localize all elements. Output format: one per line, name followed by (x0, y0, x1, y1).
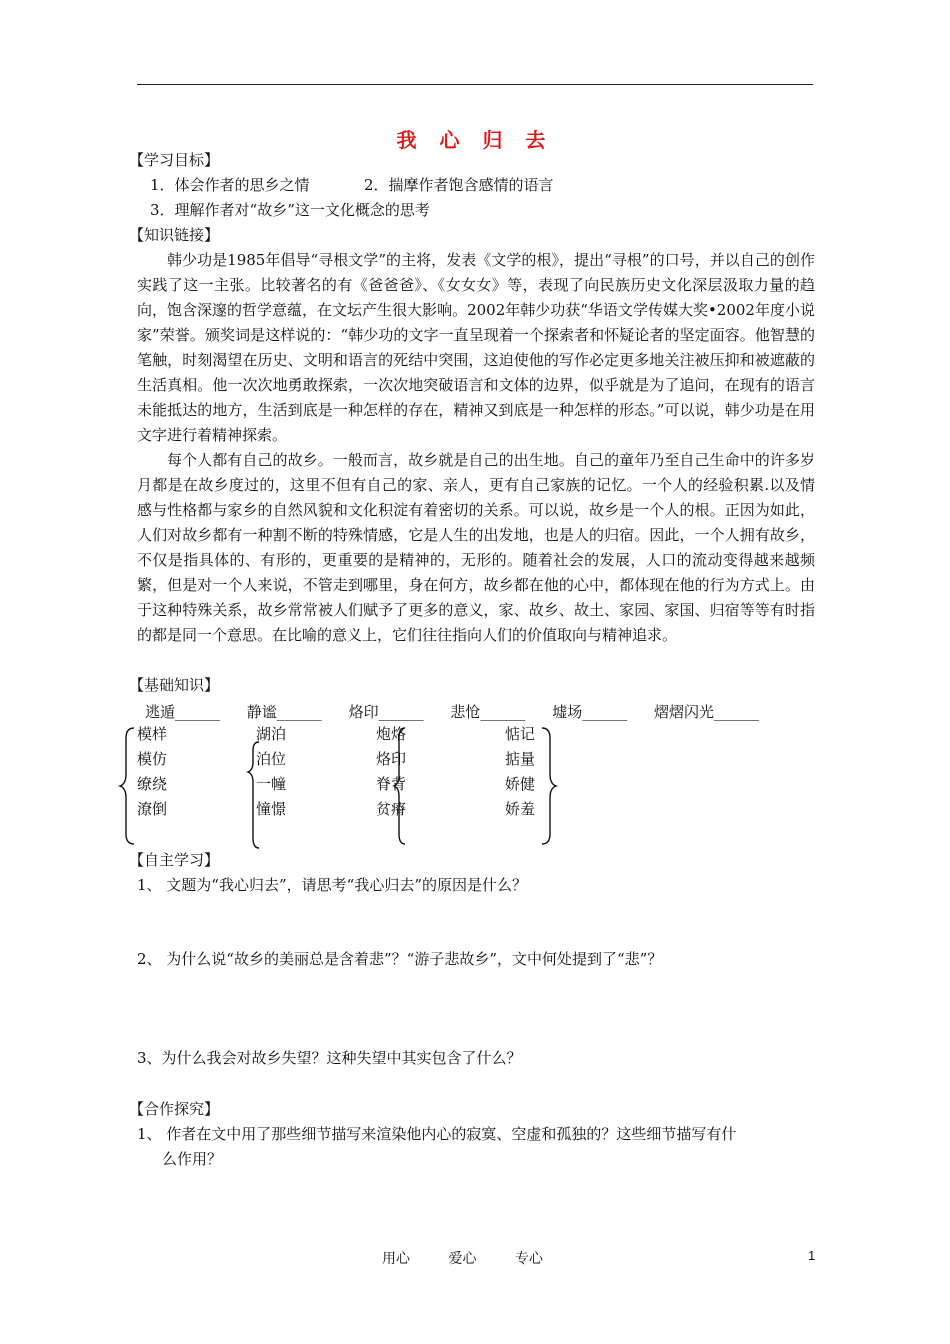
word: 模样 (137, 725, 168, 743)
header-rule (137, 84, 813, 85)
footer-motto: 专心 (514, 1251, 543, 1267)
self-study-heading: 【自主学习】 (129, 851, 220, 869)
word: 惦记 (505, 725, 536, 743)
word: 潦倒 (137, 800, 168, 818)
word: 娇健 (505, 775, 536, 793)
right-brace-icon (538, 726, 558, 846)
vocab-word: 熠熠闪光______ (653, 703, 759, 721)
vocab-word: 逃遁______ (145, 703, 221, 721)
goals-heading: 【学习目标】 (129, 151, 220, 169)
footer-mottos (382, 1248, 577, 1268)
word: 娇羞 (505, 800, 536, 818)
vocab-word: 烙印______ (348, 703, 424, 721)
cooperation-heading: 【合作探究】 (129, 1100, 220, 1118)
word: 模仿 (137, 750, 168, 768)
word: 贫瘠 (376, 800, 407, 818)
links-paragraph-2: 每个人都有自己的故乡。一般而言，故乡就是自己的出生地。自己的童年乃至自己生命中的许多岁月都是在故乡度过的，这里不但有自己的家、亲人，更有自己家族的记忆。一个人的经验积累.以及情感与性格都与家乡的自然风貌和文化积淀有着密切的关系。可以说，故乡是一个人的根。正因为如此，人们对故乡都有一种割不断的特殊情感，它是人生的出发地，也是人的归宿。因此，一个人拥有故乡，不仅是指具体的、有形的，更重要的是精神的，无形的。随着社会的发展，人口的流动变得越来越频繁，但是对一个人来说，不管走到哪里，身在何方，故乡都在他的心中，都体现在他的行为方式上。由于这种特殊关系，故乡常常被人们赋予了更多的意义，家、故乡、故土、家园、家国、归宿等等有时指的都是同一个意思。在比喻的意义上，它们往往指向人们的价值取向与精神追求。 (137, 451, 815, 644)
self-study-question-3: 3、为什么我会对故乡失望？这种失望中其实包含了什么？ (137, 1049, 522, 1067)
footer-motto: 用心 (382, 1251, 410, 1267)
footer-motto: 爱心 (448, 1251, 477, 1267)
word-group-1 (137, 722, 167, 822)
links-paragraph-1: 韩少功是1985年倡导“寻根文学”的主将，发表《文学的根》，提出“寻根”的口号，并以自己的创作实践了这一主张。比较著名的有《爸爸爸》、《女女女》等，表现了向民族历史文化深层汲取力量的趋向，饱含深邃的哲学意蕴，在文坛产生很大影响。2002年韩少功获“华语文学传媒大奖•2002年度小说家”荣誉。颁奖词是这样说的：“韩少功的文字一直呈现着一个探索者和怀疑论者的坚定面容。他智慧的笔触，时刻渴望在历史、文明和语言的死结中突围，这迫使他的写作必定更多地关注被压抑和被遮蔽的生活真相。他一次次地勇敢探索，一次次地突破语言和文体的边界，似乎就是为了追问，在现有的语言未能抵达的地方，生活到底是一种怎样的存在，精神又到底是一种怎样的形态。”可以说，韩少功是在用文字进行着精神探索。 (137, 251, 815, 444)
word: 憧憬 (256, 800, 287, 818)
goal-item-1: 1．体会作者的思乡之情 (150, 176, 310, 194)
word-group-4 (505, 722, 535, 822)
word: 掂量 (505, 750, 536, 768)
cooperation-question-1: 1、 作者在文中用了那些细节描写来渲染他内心的寂寞、空虚和孤独的？这些细节描写有什 (137, 1125, 737, 1143)
basics-heading: 【基础知识】 (129, 676, 220, 694)
self-study-question-2: 2、 为什么说“故乡的美丽总是含着悲”？“游子悲故乡”，文中何处提到了“悲”？ (137, 950, 663, 968)
vocab-fill-line (145, 700, 781, 725)
cooperation-question-1-cont: 么作用？ (162, 1150, 223, 1168)
page-title: 我 心 归 去 (396, 128, 554, 152)
links-heading: 【知识链接】 (129, 226, 220, 244)
vocab-word: 悲怆______ (450, 703, 526, 721)
word: 湖泊 (256, 725, 287, 743)
goal-item-3: 3．理解作者对“故乡”这一文化概念的思考 (150, 201, 430, 219)
left-brace-icon (392, 726, 408, 846)
word: 炮烙 (376, 725, 407, 743)
word: 泊位 (256, 750, 287, 768)
left-brace-icon (118, 726, 138, 846)
goal-item-2: 2．揣摩作者饱含感情的语言 (364, 176, 554, 194)
left-brace-icon (246, 740, 262, 850)
word: 缭绕 (137, 775, 168, 793)
vocab-word: 静谧______ (246, 703, 322, 721)
self-study-question-1: 1、 文题为“我心归去”，请思考“我心归去”的原因是什么？ (137, 876, 527, 894)
word: 脊背 (376, 775, 407, 793)
word: 一幢 (256, 775, 287, 793)
word: 烙印 (376, 750, 407, 768)
vocab-word: 墟场______ (552, 703, 628, 721)
page-number: 1 (808, 1248, 816, 1263)
